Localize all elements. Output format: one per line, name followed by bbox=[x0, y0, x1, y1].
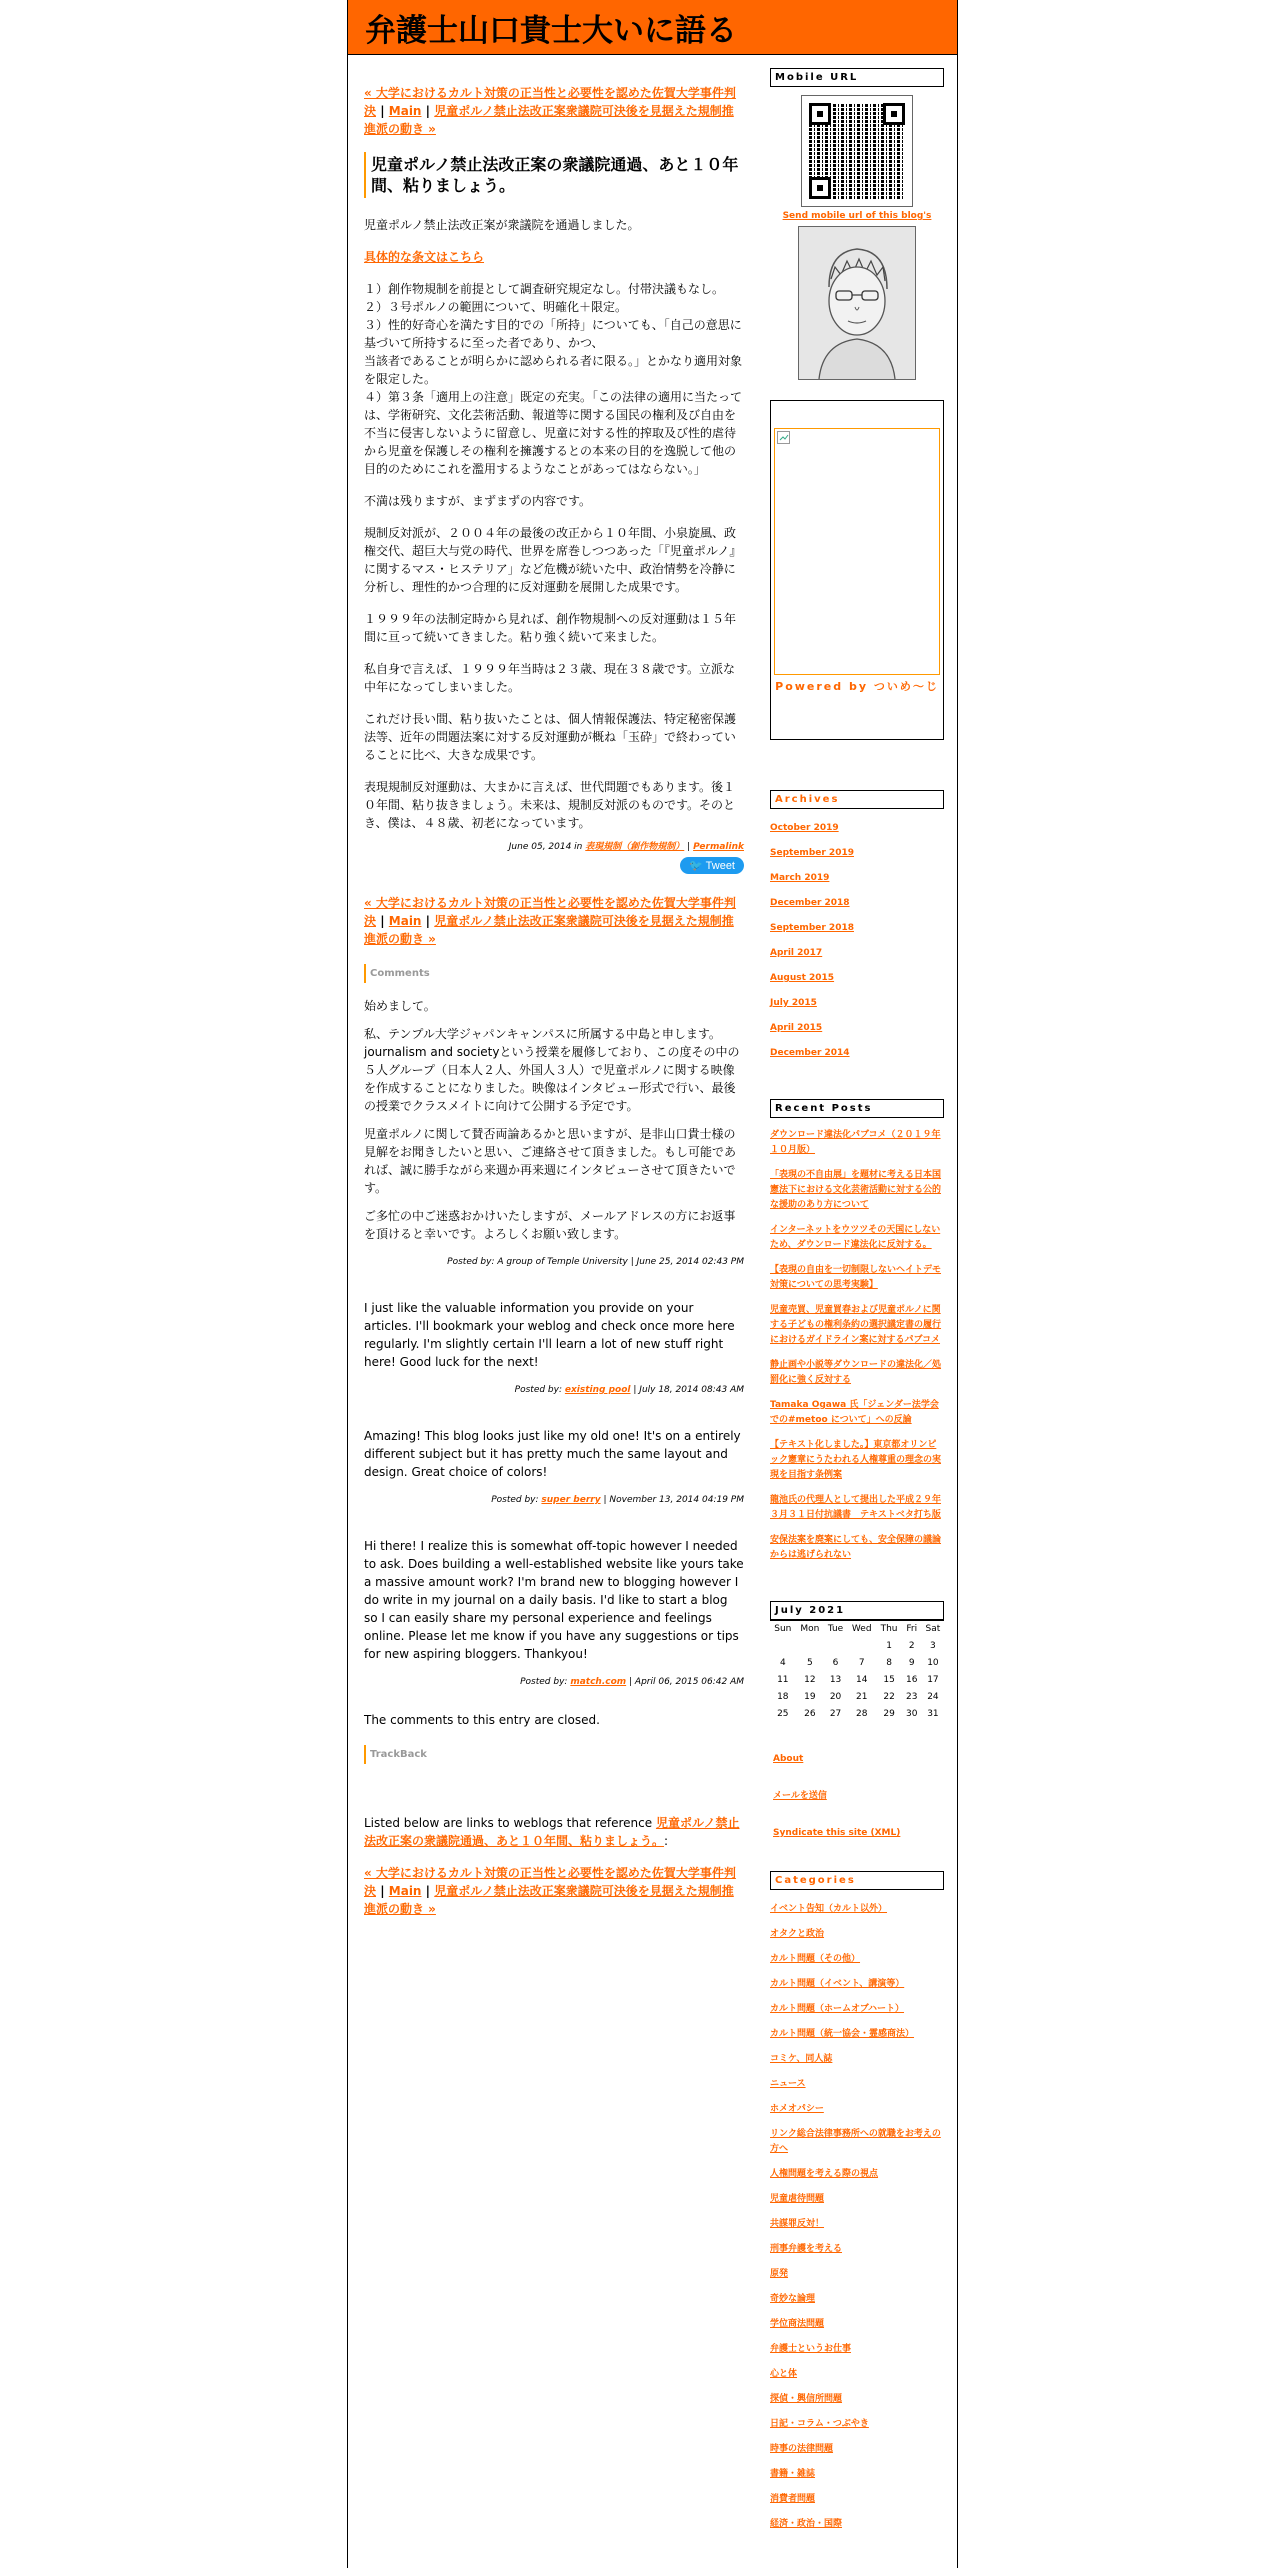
entry-date: June 05, 2014 in bbox=[508, 842, 583, 852]
comment-byline bbox=[364, 1491, 744, 1509]
archive-item bbox=[770, 946, 944, 961]
archive-item bbox=[770, 896, 944, 911]
calendar-day: 27 bbox=[829, 1708, 842, 1719]
category-item bbox=[770, 2192, 944, 2207]
calendar-day: 18 bbox=[777, 1691, 789, 1702]
category-link[interactable]: ホメオパシー bbox=[770, 2104, 824, 2114]
category-link[interactable]: カルト問題（イベント、講演等） bbox=[770, 1979, 905, 1989]
recent-post-link[interactable]: インターネットをウツツその天国にしないため、ダウンロード違法化に反対する。 bbox=[770, 1225, 941, 1250]
category-item bbox=[770, 2517, 944, 2532]
calendar-day: 7 bbox=[858, 1657, 865, 1668]
entry-paragraph: 不満は残りますが、まずまずの内容です。 bbox=[364, 494, 592, 508]
category-link[interactable]: イベント告知（カルト以外） bbox=[770, 1904, 888, 1914]
archive-item bbox=[770, 996, 944, 1011]
comment-date: | July 18, 2014 08:43 AM bbox=[633, 1385, 744, 1395]
comment-paragraph: 私、テンプル大学ジャパンキャンパスに所属する中島と申します。journalism and societyという授業を履修しており、この度その中の５人グループ（日本人２人、外国人３人）で児童ポルノに関する映像を作成することになりました。映像はインタビュー形式で行い、最後の授業でクラスメイトに向けて公開する予定です。 bbox=[364, 1027, 740, 1113]
main-column bbox=[364, 84, 744, 1918]
calendar-day: 19 bbox=[804, 1691, 816, 1702]
category-item bbox=[770, 2077, 944, 2092]
comments-list bbox=[364, 997, 744, 1691]
calendar-day: 29 bbox=[883, 1708, 895, 1719]
avatar-drawing bbox=[799, 227, 915, 379]
permalink-link[interactable]: Permalink bbox=[693, 842, 744, 852]
calendar-weekday: Fri bbox=[906, 1624, 918, 1634]
comment-author: Posted by: A group of Temple University bbox=[447, 1257, 628, 1267]
category-link[interactable]: カルト問題（統一協会・霊感商法） bbox=[770, 2029, 915, 2039]
archive-link[interactable]: September 2018 bbox=[770, 923, 854, 933]
category-link[interactable]: 日記・コラム・つぶやき bbox=[770, 2419, 869, 2429]
prev-entry-link[interactable]: « 大学におけるカルト対策の正当性と必要性を認めた佐賀大学事件判決 bbox=[364, 86, 736, 118]
comment bbox=[364, 997, 744, 1271]
calendar-day: 10 bbox=[927, 1657, 939, 1668]
calendar-day: 22 bbox=[883, 1691, 895, 1702]
category-item bbox=[770, 1977, 944, 1992]
calendar-day: 16 bbox=[906, 1674, 918, 1685]
entry-paragraph: 私自身で言えば、１９９９年当時は２３歳、現在３８歳です。立派な中年になってしまいました。 bbox=[364, 662, 736, 694]
blog-banner bbox=[348, 0, 957, 55]
comment-author-prefix: Posted by: bbox=[491, 1495, 539, 1505]
category-link[interactable]: コミケ、同人誌 bbox=[770, 2054, 833, 2064]
archives-title: Archives bbox=[770, 790, 944, 809]
category-link[interactable]: 共謀罪反対！ bbox=[770, 2219, 825, 2229]
calendar-title: July 2021 bbox=[771, 1602, 943, 1620]
calendar-day: 12 bbox=[804, 1674, 816, 1685]
archive-link[interactable]: July 2015 bbox=[770, 998, 817, 1008]
nav-separator: | bbox=[380, 1884, 385, 1898]
calendar-day: 30 bbox=[906, 1708, 918, 1719]
calendar-day: 20 bbox=[829, 1691, 842, 1702]
calendar-day: 9 bbox=[908, 1657, 915, 1668]
category-item bbox=[770, 2242, 944, 2257]
comment-paragraph: ご多忙の中ご迷惑おかけいたしますが、メールアドレスの方にお返事を頂けると幸いです。よろしくお願い致します。 bbox=[364, 1209, 736, 1241]
categories-title: Categories bbox=[770, 1871, 944, 1890]
site-link[interactable]: メールを送信 bbox=[773, 1791, 827, 1801]
category-item bbox=[770, 2102, 944, 2117]
calendar-day bbox=[847, 1637, 876, 1654]
recent-post-link[interactable]: 静止画や小説等ダウンロードの違法化／処罰化に強く反対する bbox=[770, 1360, 942, 1385]
recent-post-link[interactable]: 「表現の不自由展」を題材に考える日本国憲法下における文化芸術活動に対する公的な援助のあり方について bbox=[770, 1170, 942, 1210]
calendar-day: 1 bbox=[886, 1640, 892, 1651]
prev-entry-link[interactable]: « 大学におけるカルト対策の正当性と必要性を認めた佐賀大学事件判決 bbox=[364, 1866, 736, 1898]
qr-code-image[interactable] bbox=[801, 95, 913, 207]
calendar-day: 31 bbox=[927, 1708, 939, 1719]
nav-separator: | bbox=[380, 914, 385, 928]
category-link[interactable]: リンク総合法律事務所への就職をお考えの方へ bbox=[770, 2129, 941, 2154]
entry-nav-trackback bbox=[364, 1864, 744, 1918]
broken-image-icon bbox=[777, 431, 791, 445]
comment-paragraph: 児童ポルノに関して賛否両論あるかと思いますが、是非山口貴士様の見解をお聞きしたいと思い、ご連絡させて頂きました。もし可能であれば、誠に勝手ながら来週か再来週にインタビューさせて頂きたいです。 bbox=[364, 1127, 737, 1195]
comment-date: | April 06, 2015 06:42 AM bbox=[629, 1677, 744, 1687]
calendar-day: 8 bbox=[886, 1657, 892, 1668]
comment-date: | June 25, 2014 02:43 PM bbox=[630, 1257, 744, 1267]
category-link[interactable]: 経済・政治・国際 bbox=[770, 2519, 843, 2529]
nav-separator: | bbox=[425, 914, 431, 928]
category-item bbox=[770, 2167, 944, 2182]
category-item bbox=[770, 2217, 944, 2232]
recent-post-item bbox=[770, 1263, 944, 1293]
trackback-colon: : bbox=[664, 1834, 669, 1848]
mobile-url-title: Mobile URL bbox=[770, 68, 944, 87]
archive-item bbox=[770, 846, 944, 861]
category-link[interactable]: 消費者問題 bbox=[770, 2494, 816, 2504]
trackback-heading: TrackBack bbox=[364, 1745, 744, 1764]
profile-avatar bbox=[798, 226, 916, 380]
archive-item bbox=[770, 821, 944, 836]
archive-item bbox=[770, 921, 944, 936]
comments-heading: Comments bbox=[364, 964, 744, 983]
comment-author-prefix: Posted by: bbox=[514, 1385, 563, 1395]
calendar-weekday: Thu bbox=[880, 1624, 898, 1634]
tweet-row bbox=[364, 857, 744, 874]
recent-post-item bbox=[770, 1398, 944, 1428]
comment-date: | November 13, 2014 04:19 PM bbox=[603, 1495, 744, 1505]
trackback-intro bbox=[364, 1814, 744, 1850]
calendar-day: 21 bbox=[856, 1691, 868, 1702]
calendar-day: 3 bbox=[930, 1640, 936, 1651]
category-item bbox=[770, 2342, 944, 2357]
comment-author-link[interactable]: super berry bbox=[541, 1495, 601, 1505]
send-mobile-url-link[interactable]: Send mobile url of this blog's bbox=[782, 211, 932, 221]
entry-paragraph: １９９９年の法制定時から見れば、創作物規制への反対運動は１５年間に亘って続いてきました。粘り強く続いて来ました。 bbox=[364, 612, 737, 644]
category-item bbox=[770, 2492, 944, 2507]
entry-paragraph: これだけ長い間、粘り抜いたことは、個人情報保護法、特定秘密保護法等、近年の問題法案に対する反対運動が概ね「玉砕」で終わっていることに比べ、大きな成果です。 bbox=[364, 712, 737, 762]
calendar-day: 28 bbox=[856, 1708, 868, 1719]
category-item bbox=[770, 2467, 944, 2482]
calendar-table bbox=[770, 1621, 944, 1722]
site-link[interactable]: About bbox=[773, 1754, 804, 1764]
calendar-day bbox=[770, 1637, 796, 1654]
category-item bbox=[770, 2392, 944, 2407]
main-link[interactable]: Main bbox=[388, 914, 422, 928]
category-item bbox=[770, 2317, 944, 2332]
archive-link[interactable]: April 2017 bbox=[770, 948, 823, 958]
recent-post-link[interactable]: ダウンロード違法化パブコメ（２０１９年１０月版） bbox=[770, 1130, 941, 1155]
categories-list bbox=[770, 1902, 944, 2532]
recent-post-link[interactable]: 【テキスト化しました。】東京都オリンピック憲章にうたわれる人権尊重の理念の実現を目指す条例案 bbox=[770, 1440, 942, 1480]
entry-nav-bottom bbox=[364, 894, 744, 948]
calendar-day: 5 bbox=[806, 1657, 813, 1668]
nav-separator: | bbox=[425, 104, 431, 118]
recent-post-item bbox=[770, 1358, 944, 1388]
archives-list bbox=[770, 821, 944, 1061]
calendar-day: 14 bbox=[856, 1674, 868, 1685]
recent-post-link[interactable]: 【表現の自由を一切制限しないヘイトデモ対策についての思考実験】 bbox=[770, 1265, 942, 1290]
category-item bbox=[770, 2417, 944, 2432]
category-link[interactable]: オタクと政治 bbox=[770, 1929, 825, 1939]
category-link[interactable]: 学位商法問題 bbox=[770, 2319, 825, 2329]
blog-title[interactable]: 弁護士山口貴士大いに語る bbox=[365, 13, 737, 49]
calendar-day: 26 bbox=[804, 1708, 816, 1719]
category-item bbox=[770, 1902, 944, 1917]
qr-finder-pattern bbox=[809, 103, 831, 125]
recent-post-item bbox=[770, 1533, 944, 1563]
recent-post-link[interactable]: 龍池氏の代理人として提出した平成２９年３月３１日付抗議書 テキストベタ打ち版 bbox=[770, 1495, 942, 1520]
provisions-link[interactable]: 具体的な条文はこちら bbox=[364, 250, 485, 264]
comment-byline bbox=[364, 1253, 744, 1271]
calendar-day: 17 bbox=[927, 1674, 939, 1685]
ad-box bbox=[770, 400, 944, 740]
recent-posts-title: Recent Posts bbox=[770, 1099, 944, 1118]
comment-paragraph: 始めまして。 bbox=[364, 999, 436, 1013]
tweet-button[interactable]: 🐦 Tweet bbox=[680, 857, 744, 874]
recent-post-item bbox=[770, 1493, 944, 1523]
category-link[interactable]: 奇妙な論理 bbox=[770, 2294, 816, 2304]
recent-post-item bbox=[770, 1168, 944, 1213]
calendar-day: 2 bbox=[908, 1640, 915, 1651]
recent-post-item bbox=[770, 1438, 944, 1483]
archive-link[interactable]: August 2015 bbox=[770, 973, 835, 983]
entry-byline bbox=[364, 840, 744, 854]
entry-paragraph: 規制反対派が、２００４年の最後の改正から１０年間、小泉旋風、政権交代、超巨大与党の時代、世界を席巻しつつあった「『児童ポルノ』に関するマス・ヒステリア」など危機が続いた中、政治情勢を冷静に分析し、理性的かつ合理的に反対運動を展開した成果です。 bbox=[364, 526, 742, 594]
trackback-intro-text: Listed below are links to weblogs that reference bbox=[364, 1816, 653, 1830]
calendar-weekday: Sun bbox=[774, 1624, 792, 1634]
category-item bbox=[770, 2052, 944, 2067]
entry-paragraph: １）創作物規制を前提として調査研究規定なし。付帯決議もなし。 ２）３号ポルノの範囲について、明確化＋限定。 ３）性的好奇心を満たす目的での「所持」についても、「自己の意思に基づいて所持するに至った者であり、かつ、 当該者であることが明らかに認められる者に限る。」とかなり適用対象を限定した。 ４）第３条「適用上の注意」既定の充実。「この法律の適用に当たっては、学術研究、文化芸術活動、報道等に関する国民の権利及び自由を不当に侵害しないように留意し、児童に対する性的搾取及び性的虐待から児童を保護しその権利を擁護するとの本来の目的を逸脱して他の目的のためにこれを濫用するようなことがあってはならない。」 bbox=[364, 282, 743, 476]
category-item bbox=[770, 2442, 944, 2457]
comment-author-link[interactable]: match.com bbox=[570, 1677, 627, 1687]
byline-separator: | bbox=[687, 842, 691, 852]
recent-post-link[interactable]: 安保法案を廃案にしても、安全保障の議論からは逃げられない bbox=[770, 1535, 942, 1560]
category-item bbox=[770, 2127, 944, 2157]
entry-paragraph: 表現規制反対運動は、大まかに言えば、世代問題でもあります。後１０年間、粘り抜きましょう。未来は、規制反対派のものです。そのとき、僕は、４８歳、初老になっています。 bbox=[364, 780, 736, 830]
category-link[interactable]: ニュース bbox=[770, 2079, 806, 2089]
calendar-day: 23 bbox=[906, 1691, 918, 1702]
category-link[interactable]: 人権問題を考える際の視点 bbox=[770, 2169, 879, 2179]
category-link[interactable]: 心と体 bbox=[770, 2369, 798, 2379]
category-item bbox=[770, 2267, 944, 2282]
qr-finder-pattern bbox=[809, 177, 831, 199]
page-container bbox=[347, 0, 958, 2568]
comment-author-prefix: Posted by: bbox=[520, 1677, 568, 1687]
recent-post-item bbox=[770, 1128, 944, 1158]
archive-item bbox=[770, 971, 944, 986]
category-item bbox=[770, 2002, 944, 2017]
category-link[interactable]: 児童虐待問題 bbox=[770, 2194, 825, 2204]
trackback-entry-link[interactable]: 児童ポルノ禁止法改正案の衆議院通過、あと１０年間、粘りましょう。 bbox=[364, 1816, 740, 1848]
comment-byline bbox=[364, 1673, 744, 1691]
qr-finder-pattern bbox=[883, 103, 905, 125]
calendar-day: 6 bbox=[832, 1657, 839, 1668]
archive-link[interactable]: April 2015 bbox=[770, 1023, 823, 1033]
category-link[interactable]: 刑事弁護を考える bbox=[770, 2244, 843, 2254]
next-entry-link[interactable]: 児童ポルノ禁止法改正案衆議院可決後を見据えた規制推進派の動き » bbox=[364, 914, 734, 946]
category-link[interactable]: 探偵・興信所問題 bbox=[770, 2394, 843, 2404]
site-item bbox=[773, 1826, 944, 1841]
calendar-day: 24 bbox=[927, 1691, 939, 1702]
comment-paragraph: Hi there! I realize this is somewhat off-topic however I needed to ask. Does building a well-established website like yours take a massive amount work? I'm brand new to blogging however I do write in my journal on a daily basis. I'd like to start a blog so I can easily share my personal experience and feelings online. Please let me know if you have any suggestions or tips for new aspiring bloggers. Thankyou! bbox=[364, 1539, 744, 1661]
archive-link[interactable]: March 2019 bbox=[770, 873, 830, 883]
comments-closed: The comments to this entry are closed. bbox=[364, 1713, 600, 1727]
calendar-weekday: Wed bbox=[851, 1624, 872, 1634]
comment-paragraph: Amazing! This blog looks just like my old one! It's on a entirely different subject but it has pretty much the same layout and design. Great choice of colors! bbox=[364, 1429, 741, 1479]
calendar-weekday: Tue bbox=[827, 1624, 844, 1634]
archive-link[interactable]: October 2019 bbox=[770, 823, 839, 833]
calendar-day: 4 bbox=[779, 1657, 786, 1668]
category-item bbox=[770, 2367, 944, 2382]
comment-paragraph: I just like the valuable information you provide on your articles. I'll bookmark your weblog and check once more here regularly. I'm slightly certain I'll learn a lot of new stuff right here! Good luck for the next! bbox=[364, 1301, 735, 1369]
category-item bbox=[770, 1927, 944, 1942]
category-link[interactable]: 原発 bbox=[770, 2269, 789, 2279]
next-entry-link[interactable]: 児童ポルノ禁止法改正案衆議院可決後を見据えた規制推進派の動き » bbox=[364, 1884, 734, 1916]
powered-by-label: Powered by ついめ〜じ bbox=[775, 680, 939, 693]
calendar-day: 13 bbox=[829, 1674, 842, 1685]
site-link[interactable]: Syndicate this site (XML) bbox=[773, 1828, 901, 1838]
archive-link[interactable]: September 2019 bbox=[770, 848, 854, 858]
calendar-day bbox=[796, 1637, 824, 1654]
calendar-day: 11 bbox=[777, 1674, 789, 1685]
entry-nav-top bbox=[364, 84, 744, 138]
archive-item bbox=[770, 1046, 944, 1061]
nav-separator: | bbox=[380, 104, 385, 118]
calendar-weekday: Mon bbox=[800, 1624, 820, 1634]
site-item bbox=[773, 1752, 944, 1767]
comment bbox=[364, 1537, 744, 1691]
category-item bbox=[770, 2027, 944, 2042]
entry-title: 児童ポルノ禁止法改正案の衆議院通過、あと１０年間、粘りましょう。 bbox=[364, 152, 744, 198]
comment bbox=[364, 1427, 744, 1509]
site-links-list bbox=[770, 1752, 944, 1841]
category-link[interactable]: 時事の法律問題 bbox=[770, 2444, 834, 2454]
sidebar bbox=[770, 68, 944, 2532]
comment bbox=[364, 1299, 744, 1399]
next-entry-link[interactable]: 児童ポルノ禁止法改正案衆議院可決後を見据えた規制推進派の動き » bbox=[364, 104, 734, 136]
comment-byline bbox=[364, 1381, 744, 1399]
recent-post-item bbox=[770, 1303, 944, 1348]
category-link[interactable]: 書籍・雑誌 bbox=[770, 2469, 816, 2479]
recent-posts-list bbox=[770, 1128, 944, 1563]
category-link[interactable]: カルト問題（ホームオブハート） bbox=[770, 2004, 905, 2014]
calendar-weekday: Sat bbox=[925, 1624, 941, 1634]
category-item bbox=[770, 1952, 944, 1967]
category-item bbox=[770, 2292, 944, 2307]
recent-post-link[interactable]: Tamaka Ogawa 氏「ジェンダー法学会での#metoo について」への反論 bbox=[770, 1400, 939, 1425]
category-link[interactable]: カルト問題（その他） bbox=[770, 1954, 861, 1964]
entry-paragraph bbox=[364, 248, 744, 266]
calendar bbox=[770, 1601, 944, 1621]
archive-item bbox=[770, 871, 944, 886]
recent-post-link[interactable]: 児童売買、児童買春および児童ポルノに関する子どもの権利条約の選択議定書の履行におけるガイドライン案に対するパブコメ bbox=[770, 1305, 942, 1345]
nav-separator: | bbox=[425, 1884, 431, 1898]
comment-author-link[interactable]: existing pool bbox=[564, 1385, 631, 1395]
site-item bbox=[773, 1789, 944, 1804]
archive-link[interactable]: December 2014 bbox=[770, 1048, 850, 1058]
archive-link[interactable]: December 2018 bbox=[770, 898, 850, 908]
tweet-label: Tweet bbox=[705, 860, 735, 872]
ad-image-placeholder[interactable] bbox=[774, 428, 940, 675]
category-link[interactable]: 弁護士というお仕事 bbox=[770, 2344, 852, 2354]
prev-entry-link[interactable]: « 大学におけるカルト対策の正当性と必要性を認めた佐賀大学事件判決 bbox=[364, 896, 736, 928]
main-link[interactable]: Main bbox=[388, 1884, 422, 1898]
category-link[interactable]: 表現規制（創作物規制） bbox=[585, 842, 685, 852]
recent-post-item bbox=[770, 1223, 944, 1253]
calendar-day bbox=[824, 1637, 847, 1654]
calendar-day: 15 bbox=[883, 1674, 895, 1685]
main-link[interactable]: Main bbox=[388, 104, 422, 118]
entry-paragraph: 児童ポルノ禁止法改正案が衆議院を通過しました。 bbox=[364, 218, 640, 232]
archive-item bbox=[770, 1021, 944, 1036]
calendar-day: 25 bbox=[777, 1708, 789, 1719]
